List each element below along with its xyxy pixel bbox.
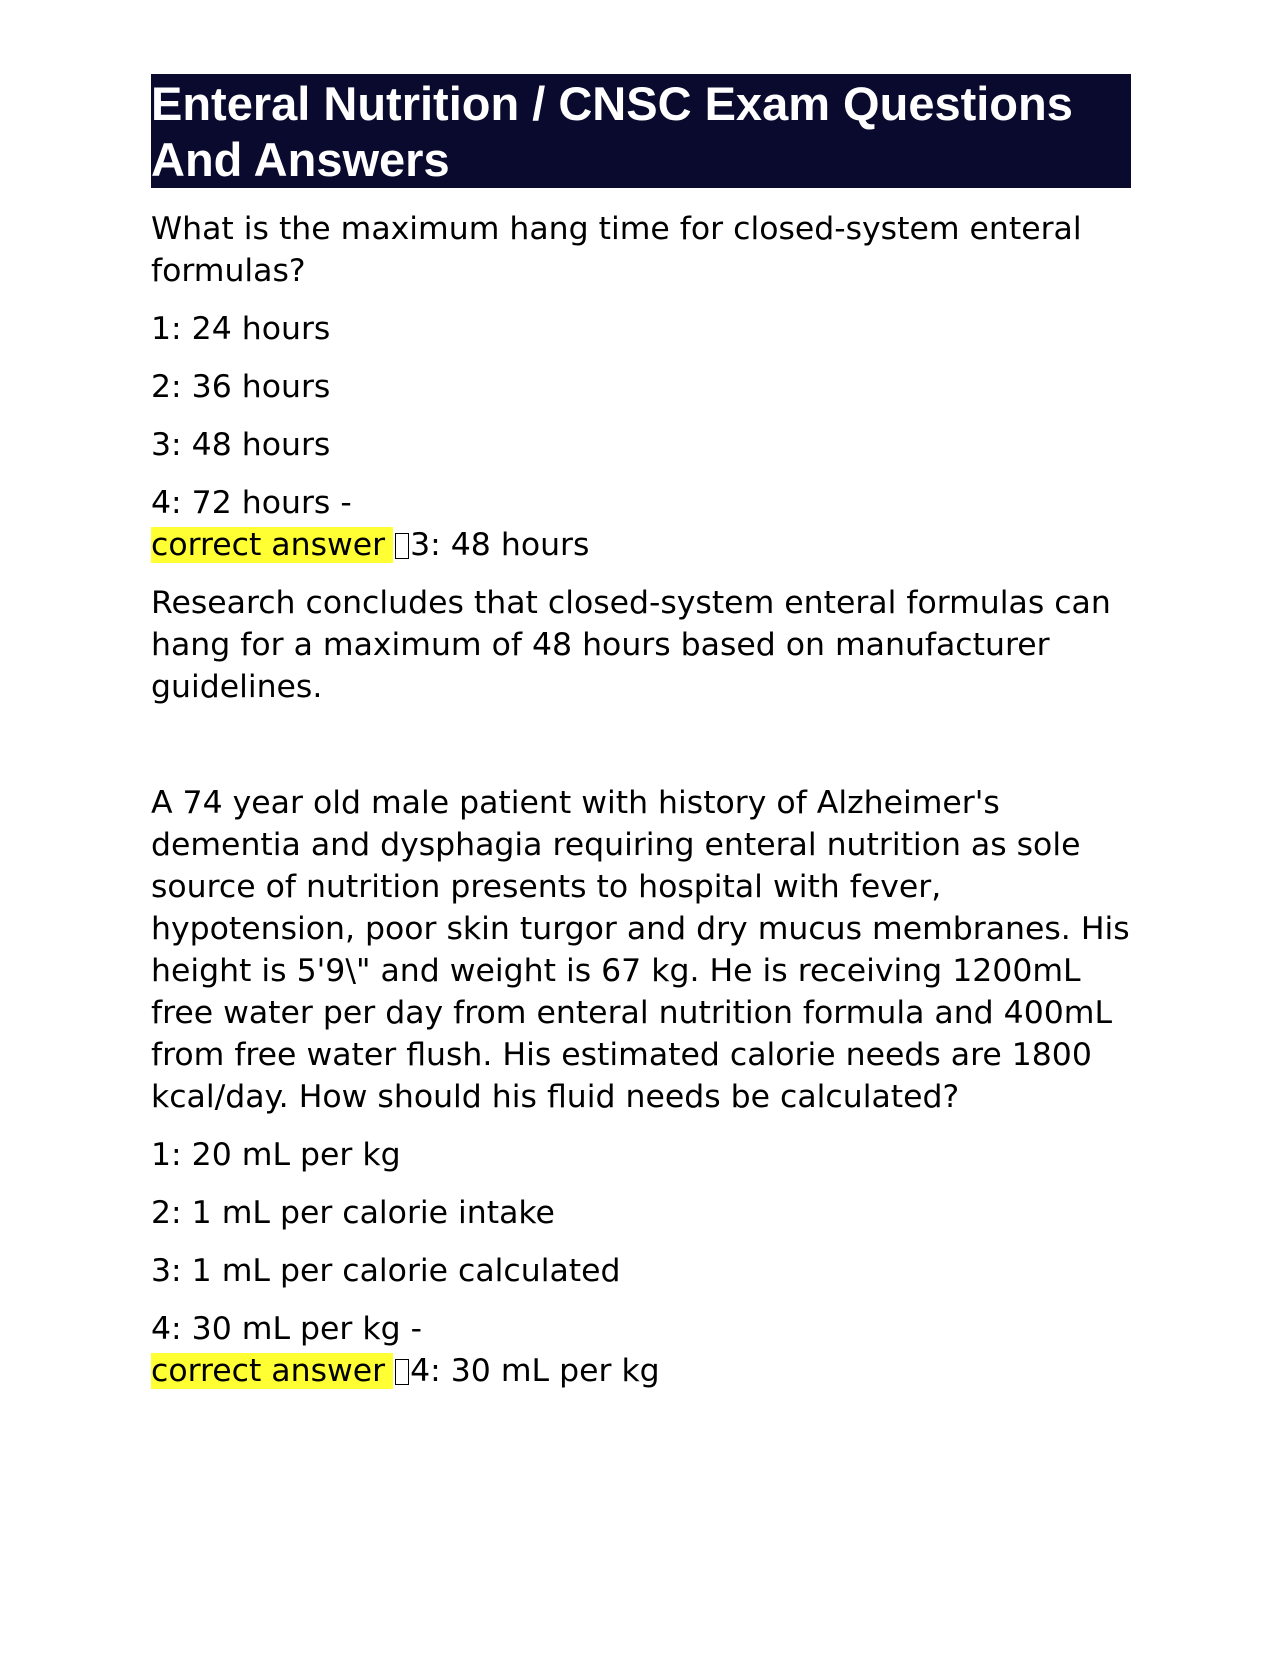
question-1-answer-text: 3: 48 hours — [410, 527, 590, 563]
qa-section — [151, 208, 1131, 1392]
question-1-option-4: 4: 72 hours - — [151, 485, 352, 521]
question-1-explanation: Research concludes that closed-system enteral formulas can hang for a maximum of 48 hours based on manufacturer guidelines. — [151, 585, 1111, 705]
question-2-answer-text: 4: 30 mL per kg — [410, 1353, 660, 1389]
question-1-option-1: 1: 24 hours — [151, 311, 331, 347]
correct-answer-highlight: correct answer — [151, 1353, 393, 1389]
missing-glyph-icon — [395, 1359, 409, 1385]
question-2-option-2: 2: 1 mL per calorie intake — [151, 1195, 555, 1231]
question-2-option-1: 1: 20 mL per kg — [151, 1137, 401, 1173]
question-1-answer — [151, 524, 1131, 566]
document-title: Enteral Nutrition / CNSC Exam Questions And Answers — [151, 74, 1131, 188]
question-2-option-3: 3: 1 mL per calorie calculated — [151, 1253, 621, 1289]
question-2-answer — [151, 1350, 1131, 1392]
missing-glyph-icon — [395, 533, 409, 559]
question-2: A 74 year old male patient with history of Alzheimer's dementia and dysphagia requiring enteral nutrition as sole source of nutrition presents to hospital with fever, hypotension, poor skin turgor and dry mucus membranes. His height is 5'9\" and weight is 67 kg. He is receiving 1200mL free water per day from enteral nutrition formula and 400mL from free water flush. His estimated calorie needs are 1800 kcal/day. How should his fluid needs be calculated? — [151, 785, 1130, 1115]
question-1: What is the maximum hang time for closed-system enteral formulas? — [151, 211, 1082, 289]
correct-answer-highlight: correct answer — [151, 527, 393, 563]
spacer — [151, 708, 1131, 782]
question-1-option-3: 3: 48 hours — [151, 427, 331, 463]
question-1-option-2: 2: 36 hours — [151, 369, 331, 405]
question-2-option-4: 4: 30 mL per kg - — [151, 1311, 422, 1347]
document-page — [151, 74, 1131, 1392]
